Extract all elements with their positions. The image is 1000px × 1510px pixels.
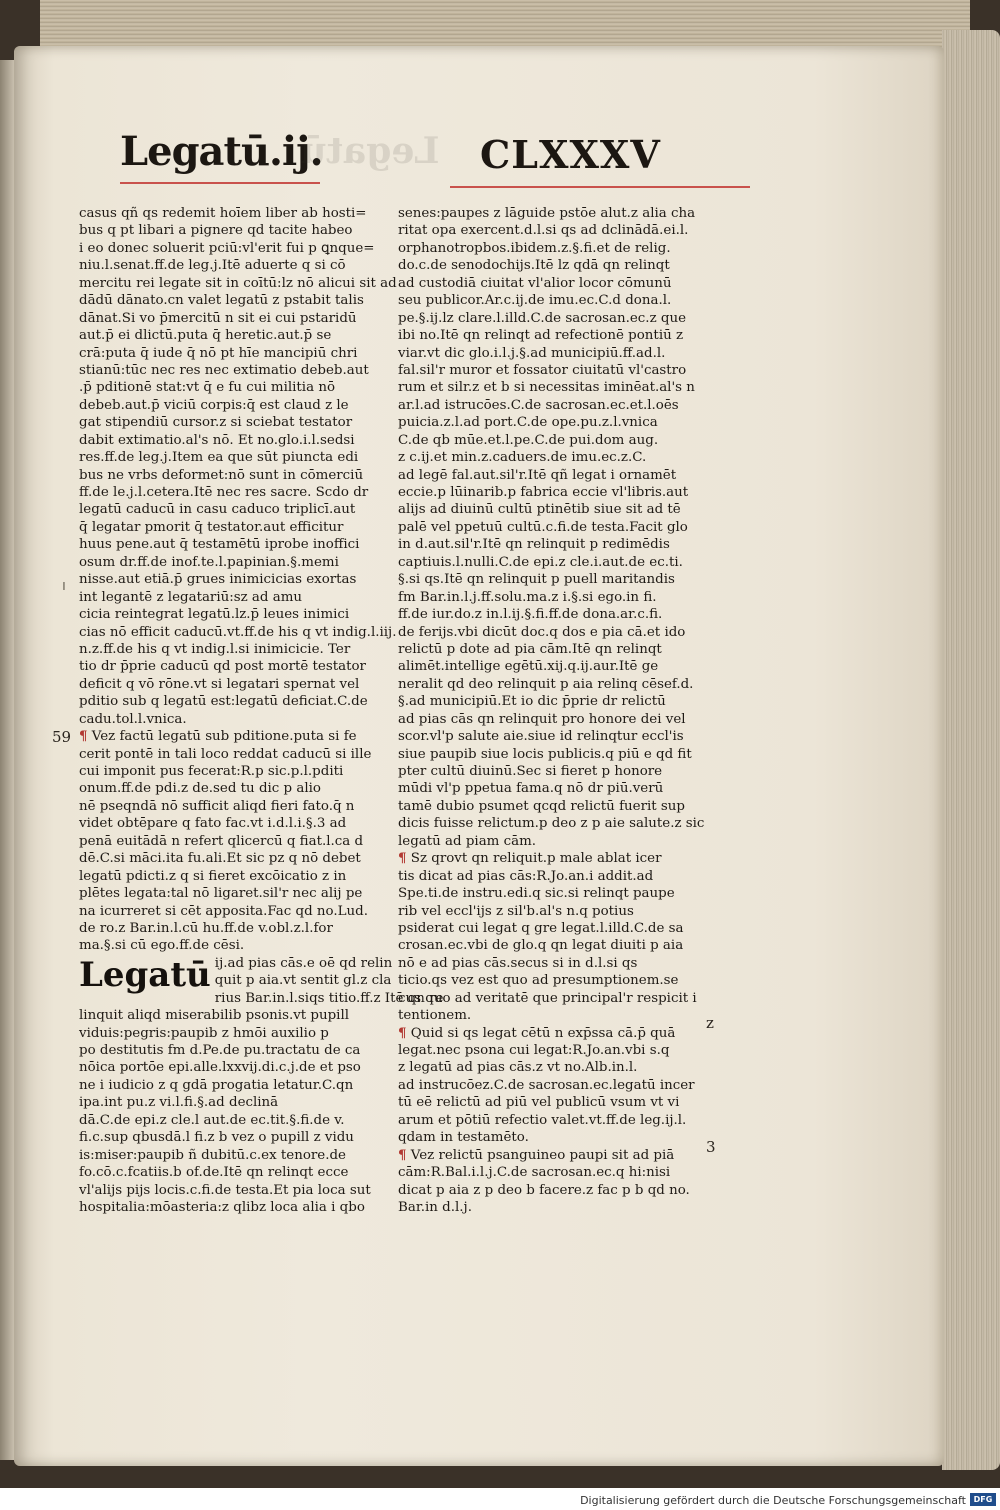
text-line: cicia reintegrat legatū.lz.p̄ leues inimici [79,607,350,623]
text-line: plētes legata:tal nō ligaret.sil'r nec alij pe [79,886,363,902]
text-line: cadu.tol.l.vnica. [79,711,187,727]
text-line: in d.aut.sil'r.Itē qn relinquit p redimēdis [398,537,670,553]
text-line: niu.l.senat.ff.de leg.j.Itē aduerte q si cō [79,258,346,274]
text-line: viduis:pegris:paupib z hmōi auxilio p [79,1025,329,1041]
text-line: ff.de iur.do.z in.l.ij.§.fi.ff.de dona.ar.c.fi. [398,607,663,623]
text-line: ¶ Quid si qs legat cētū n exp̄ssa cā.p̄ quā [398,1024,676,1041]
text-line: quit p aia.vt sentit gl.z cla [214,973,392,989]
text-line: bus q pt libari a pignere qd tacite habeo [79,223,353,239]
text-line: casus qñ qs redemit hoīem liber ab hosti= [79,206,367,221]
text-line: psiderat cui legat q gre legat.l.illd.C.de sa [398,920,684,936]
right-margin-marker: 3 [706,1138,716,1156]
paragraph-mark-icon: ¶ [398,1024,407,1041]
text-line: stianū:tūc nec res nec extimatio debeb.aut [79,362,369,378]
text-line: cias nō efficit caducū.vt.ff.de his q vt indig.l.iij. [79,624,397,640]
text-line: cerit pontē in tali loco reddat caducū si ille [79,746,372,762]
text-line: aut.p̄ ei dlictū.puta q̄ heretic.aut.p̄ se [79,328,332,344]
text-line: ipa.int pu.z vi.l.fi.§.ad declinā [79,1095,279,1111]
text-line: pter cultū diuinū.Sec si fieret p honore [398,764,663,779]
text-line: rib vel eccl'ijs z sil'b.al's n.q potius [398,903,634,919]
text-line: orphanotropbos.ibidem.z.§.fi.et de relig. [398,240,671,256]
text-line: §.si qs.Itē qn relinquit p puell maritandis [398,572,675,588]
paragraph-mark-icon: ¶ [398,1146,407,1163]
text-line: dicis fuisse relictum.p deo z p aie salute.z sic [398,816,705,832]
ink-offset-ghost: Legatū [300,130,440,172]
text-line: seu publicor.Ar.c.ij.de imu.ec.C.d dona.l. [398,293,672,309]
text-line: ne i iudicio z q gdā progatia letatur.C.qn [79,1077,354,1093]
text-line: z legatū ad pias cās.z vt no.Alb.in.l. [398,1060,638,1076]
text-line: scor.vl'p salute aie.siue id relinqtur eccl'is [398,729,684,745]
text-line: ad legē fal.aut.sil'r.Itē qñ legat i ornamēt [398,467,677,483]
text-line: ¶ Vez relictū psanguineo paupi sit ad piā [398,1146,675,1163]
text-line: na icurreret si cēt apposita.Fac qd no.Lud. [79,903,368,919]
text-line: linquit aliqd miserabilib psonis.vt pupill [79,1008,350,1024]
text-line: fo.cō.c.fcatiis.b of.de.Itē qn relinqt ecce [79,1165,349,1181]
text-line: legatū caducū in casu caduco triplicī.aut [79,502,356,518]
text-line: ad custodiā ciuitat vl'alior locor cōmunū [398,275,672,291]
text-line: ad instrucōez.C.de sacrosan.ec.legatū incer [398,1077,695,1093]
text-line: ticio.qs vez est quo ad presumptionem.se [398,973,679,989]
text-line: dē.C.si māci.ita fu.ali.Et sic pz q nō debet [79,851,361,867]
text-line: huus pene.aut q̄ testamētū iprobe inoffici [79,537,360,553]
text-line: is:miser:paupib ñ dubitū.c.ex tenore.de [79,1147,346,1163]
text-line: cus quo ad veritatē que principal'r respicit i [398,990,697,1006]
text-line: ar.l.ad istrucōes.C.de sacrosan.ec.et.l.oēs [398,397,679,413]
text-line: rum et silr.z et b si necessitas iminēat.al's n [398,380,695,396]
text-line: .p̄ pditionē stat:vt q̄ e fu cui militia nō [79,380,336,396]
text-line: eccie.p lūinarib.p fabrica eccie vl'libris.aut [398,485,689,500]
text-line: tis dicat ad pias cās:R.Jo.an.i addit.ad [398,868,654,884]
text-line: C.de qb mūe.et.l.pe.C.de pui.dom aug. [398,432,659,448]
text-line: z c.ij.et min.z.caduers.de imu.ec.z.C. [398,450,647,466]
text-line: Spe.ti.de instru.edi.q sic.si relinqt paupe [398,886,675,902]
paragraph-mark-icon: ¶ [79,728,88,745]
text-line: dā.C.de epi.z cle.l aut.de ec.tit.§.fi.de v. [79,1112,345,1128]
text-line: penā euitādā n refert qlicercū q fiat.l.ca d [79,833,364,849]
folio-rule [450,186,750,188]
text-line: legatū ad piam cām. [398,833,537,849]
text-line: i eo donec soluerit pciū:vl'erit fui p ꝗnque= [79,240,375,256]
text-line: rius Bar.in.l.siqs titio.ff.z Itē qn re [214,990,444,1006]
text-line: mercitu rei legate sit in coītū:lz nō alicui sit ad [79,275,397,291]
text-line: crā:puta q̄ iude q̄ nō pt hīe mancipiū chri [79,345,358,361]
text-line: qdam in testamēto. [398,1130,529,1146]
text-line: ¶ Vez factū legatū sub pditione.puta si fe [79,728,357,745]
text-line: ritat opa exercent.d.l.si qs ad dclinādā.ei.l. [398,223,689,239]
text-line: neralit qd deo relinquit p aia relinq cēsef.d. [398,676,694,692]
right-margin-marker: z [706,1014,714,1032]
text-line: q̄ legatar pmorit q̄ testator.aut efficitur [79,519,344,535]
text-line: cui imponit pus fecerat:R.p sic.p.l.pditi [79,764,344,779]
text-line: hospitalia:mōasteria:z qlibz loca alia i qbo [79,1199,365,1215]
right-column [398,205,708,1216]
text-line: po destitutis fm d.Pe.de pu.tractatu de ca [79,1043,361,1058]
text-line: osum dr.ff.de inof.te.l.papinian.§.memi [79,554,339,570]
title-rule [120,182,320,184]
text-line: siue paupib siue locis publicis.q piū e qd fit [398,746,692,762]
text-line: viar.vt dic glo.i.l.j.§.ad municipiū.ff.ad.l. [398,345,666,361]
text-line: tamē dubio psumet qcqd relictū fuerit sup [398,798,685,814]
text-line: dānat.Si vo p̄mercitū n sit ei cui pstaridū [79,310,357,326]
text-line: de ro.z Bar.in.l.cū hu.ff.de v.obl.z.l.for [79,920,333,936]
text-line: videt obtēpare q fato fac.vt i.d.l.i.§.3 ad [79,816,347,832]
text-line: alimēt.intellige egētū.xij.q.ij.aur.Itē ge [398,659,659,675]
text-line: tentionem. [398,1008,472,1024]
text-line: res.ff.de leg.j.Item ea que sūt piuncta edi [79,450,359,466]
text-line: relictū p dote ad pia cām.Itē qn relinqt [398,641,662,657]
text-line: bus ne vrbs deformet:nō sunt in cōmerciū [79,467,364,483]
text-line: §.ad municipiū.Et io dic p̄prie dr relictū [398,694,666,710]
text-line: mūdi vl'p ppetua fama.q nō dr piū.verū [398,781,664,797]
text-line: n.z.ff.de his q vt indig.l.si inimicicie. Ter [79,641,351,657]
text-line: pditio sub q legatū est:legatū deficiat.C.de [79,694,368,710]
text-line: ma.§.si cū ego.ff.de cēsi. [79,938,245,954]
text-line: fi.c.sup qbusdā.l fi.z b vez o pupill z vidu [79,1130,354,1146]
text-line: ff.de le.j.l.cetera.Itē nec res sacre. Scdo dr [79,485,369,500]
text-line: puicia.z.l.ad port.C.de ope.pu.z.l.vnica [398,415,658,431]
text-line: dādū dānato.cn valet legatū z pstabit talis [79,293,364,309]
text-line: captiuis.l.nulli.C.de epi.z cle.i.aut.de ec.ti. [398,554,683,570]
text-line: legatū pdicti.z q si fieret excōicatio z in [79,868,347,884]
text-line: alijs ad diuinū cultū ptinētib siue sit ad tē [398,502,681,518]
text-line: crosan.ec.vbi de glo.q qn legat diuiti p aia [398,938,684,954]
text-line: nisse.aut etiā.p̄ grues inimicicias exortas [79,572,357,588]
folio-number: CLXXXV [480,132,661,177]
text-line: fm Bar.in.l.j.ff.solu.ma.z i.§.si ego.in fi. [398,589,657,605]
text-line: senes:paupes z lāguide pstōe alut.z alia cha [398,206,696,221]
text-line: ibi no.Itē qn relinqt ad refectionē pontiū z [398,328,684,344]
text-line: ad pias cās qn relinquit pro honore dei vel [398,711,686,727]
text-line: fal.sil'r muror et fossator ciuitatū vl'castro [398,362,687,378]
text-line: dabit extimatio.al's nō. Et no.glo.i.l.sedsi [79,432,355,448]
text-line: Bar.in d.l.j. [398,1199,472,1215]
dfg-logo: DFG [970,1493,996,1506]
text-line: tū eē relictū ad piū vel publicū vsum vt vi [398,1095,680,1111]
text-line: ¶ Sz qrovt qn reliquit.p male ablat icer [398,850,662,867]
text-line: int legantē z legatariū:sz ad amu [79,589,303,605]
text-line: pe.§.ij.lz clare.l.illd.C.de sacrosan.ec.z que [398,310,686,326]
section-initial-heading: Legatū [79,954,211,995]
text-line: legat.nec psona cui legat:R.Jo.an.vbi s.q [398,1043,670,1058]
text-line: dicat p aia z p deo b facere.z fac p b qd no. [398,1182,690,1198]
text-line: nē pseqndā nō sufficit aliqd fieri fato.q̄ n [79,798,355,814]
text-line: arum et pōtiū refectio valet.vt.ff.de leg.ij.l. [398,1112,687,1128]
footer-credit: Digitalisierung gefördert durch die Deutsche Forschungsgemeinschaft [580,1494,966,1507]
text-line: nōica portōe epi.alle.lxxvij.di.c.j.de et pso [79,1060,361,1076]
gutter-mark: ı [62,578,66,594]
text-line: do.c.de senodochijs.Itē lz qdā qn relinqt [398,258,670,274]
text-line: deficit q vō rōne.vt si legatari spernat vel [79,676,360,692]
text-line: debeb.aut.p̄ viciū corpis:q̄ est claud z le [79,397,349,413]
text-line: palē vel ppetuū cultū.c.fi.de testa.Facit glo [398,519,688,535]
margin-number: 59 [52,728,72,746]
text-line: ij.ad pias cās.e oē qd relin [214,955,393,971]
text-line: nō e ad pias cās.secus si in d.l.si qs [398,955,638,971]
text-line: tio dr p̄prie caducū qd post mortē testator [79,659,366,675]
book-fore-edge [942,30,1000,1470]
text-line: vl'alijs pijs locis.c.fi.de testa.Et pia loca sut [79,1182,371,1198]
text-line: de ferijs.vbi dicūt doc.q dos e pia cā.et ido [398,624,686,640]
text-line: cām:R.Bal.i.l.j.C.de sacrosan.ec.q hi:nisi [398,1165,671,1181]
paragraph-mark-icon: ¶ [398,850,407,867]
text-line: onum.ff.de pdi.z de.sed tu dic p alio [79,781,321,797]
text-line: gat stipendiū cursor.z si sciebat testator [79,415,353,431]
running-title: Legatū.ij. [120,128,323,175]
